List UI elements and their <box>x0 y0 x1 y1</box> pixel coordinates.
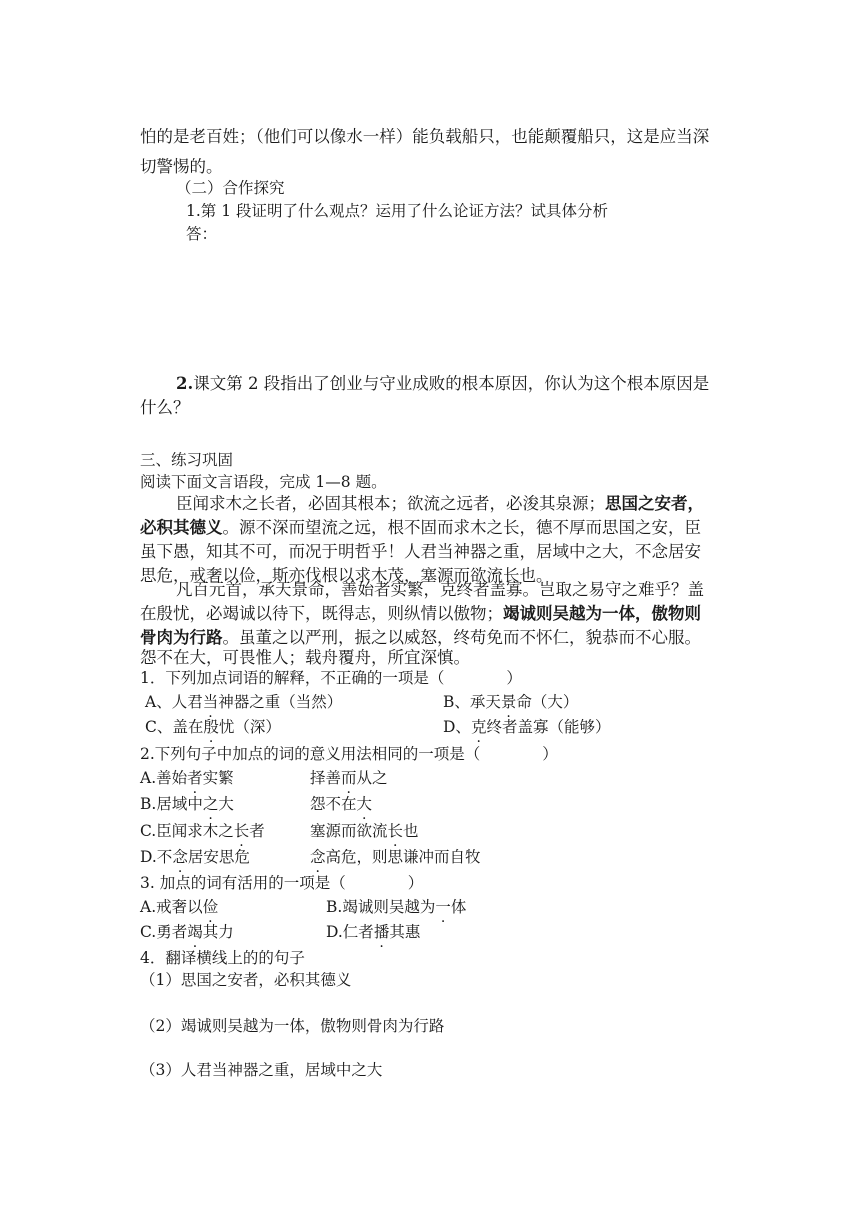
q1-option-a <box>145 692 342 712</box>
text: 也 <box>403 822 419 840</box>
intro-line-2: 切警惕的。 <box>140 157 223 176</box>
dotted-char: 俭 <box>202 898 219 916</box>
text: D.仁者 <box>326 923 374 941</box>
dotted-char: 景 <box>500 693 517 711</box>
question-explore-2-cont: 什么？ <box>140 398 190 417</box>
text: 怨不在 <box>310 795 357 813</box>
q2-row-c-left <box>140 821 265 841</box>
text: 其惠 <box>389 923 421 941</box>
dotted-char: 之 <box>202 795 219 813</box>
text: A、人君 <box>145 693 203 711</box>
dotted-char: 殷 <box>203 718 219 736</box>
dotted-char: 长 <box>233 822 250 840</box>
dotted-char: 而 <box>341 769 357 787</box>
translation-item: （3）人君当神器之重，居域中之大 <box>140 1061 383 1079</box>
passage-2-line <box>140 628 701 648</box>
passage-2-line: 凡百元首，承天景命，善始者实繁，克终者盖寡。岂取之易守之难乎？盖 <box>176 580 704 599</box>
passage-1-line: 虽下愚，知其不可，而况于明哲乎！人君当神器之重，居域中之大，不念居安 <box>140 542 701 561</box>
dotted-char: 当 <box>202 693 219 711</box>
q3-option-c <box>140 922 234 942</box>
q2-row-b-left <box>140 794 234 814</box>
text: 神器之重（当然） <box>218 693 343 711</box>
text: 高危，则思谦冲而自牧 <box>325 848 481 866</box>
question-1-stem: 1．下列加点词语的解释，不正确的一项是（ ） <box>140 669 522 687</box>
q1-option-c <box>145 717 281 737</box>
text: C.臣闻求木之 <box>140 822 234 840</box>
q3-option-d <box>326 922 420 942</box>
text: 臣闻求木之长者，必固其根本；欲流之远者，必浚其泉源； <box>176 494 605 513</box>
dotted-char: 大 <box>356 795 373 813</box>
bold-text: 竭诚则吴越为一体，傲物则 <box>503 604 701 623</box>
text: A.善始 <box>140 769 188 787</box>
dotted-char: 者 <box>187 769 203 787</box>
question-number: 2. <box>176 374 194 393</box>
passage-1-line <box>176 494 704 514</box>
text: 实繁 <box>202 769 234 787</box>
text: 从之 <box>356 769 388 787</box>
text: B.竭诚则吴越为 <box>326 898 436 916</box>
passage-1-line: 思危，戒奢以俭，斯亦伐根以求木茂，塞源而欲流长也。 <box>140 566 553 585</box>
passage-2-line: 怨不在大，可畏惟人；载舟覆舟，所宜深慎。 <box>140 648 470 667</box>
text: 忧（深） <box>218 718 281 736</box>
answer-label: 答： <box>186 225 218 243</box>
q1-option-b <box>443 692 578 712</box>
text: 居安思危 <box>187 848 250 866</box>
question-text: 课文第 2 段指出了创业与守业成败的根本原因，你认为这个根本原因是 <box>193 374 710 393</box>
text: 大 <box>218 795 234 813</box>
section-heading-explore: （二）合作探究 <box>176 179 285 197</box>
q2-row-c-right <box>310 821 419 841</box>
translation-item: （1）思国之安者，必积其德义 <box>140 971 352 989</box>
text: C.勇者 <box>140 923 188 941</box>
bold-text: 思国之安者， <box>605 494 704 513</box>
q3-option-a <box>140 897 218 917</box>
intro-line-1: 怕的是老百姓；（他们可以像水一样）能负载船只，也能颠覆船只，这是应当深 <box>140 127 710 146</box>
text: 其力 <box>202 923 234 941</box>
q2-row-d-right <box>310 847 481 867</box>
text: A.戒奢以 <box>140 898 203 916</box>
dotted-char: 长 <box>387 822 404 840</box>
dotted-char: 一 <box>435 898 451 916</box>
question-4-stem: 4．翻译横线上的的句子 <box>140 949 305 967</box>
translation-item: （2）竭诚则吴越为一体，傲物则骨肉为行路 <box>140 1017 445 1035</box>
q3-option-b <box>326 897 466 917</box>
text: 。虽董之以严刑，振之以威怒，终苟免而不怀仁，貌恭而不心服。 <box>222 628 701 647</box>
passage-1-line <box>140 518 701 538</box>
question-2-stem: 2.下列句子中加点的词的意义用法相同的一项是（ ） <box>140 745 558 763</box>
section-heading-practice: 三、练习巩固 <box>140 451 234 469</box>
text: 命（大） <box>516 693 579 711</box>
passage-2-line <box>140 604 701 624</box>
bold-text: 骨肉为行路 <box>140 628 223 647</box>
text: D、 <box>443 718 471 736</box>
text: D.不 <box>140 848 173 866</box>
question-explore-2 <box>176 374 709 394</box>
text: B.居域中 <box>140 795 203 813</box>
dotted-char: 念 <box>310 848 326 866</box>
q2-row-a-left <box>140 768 234 788</box>
q2-row-b-right <box>310 794 372 814</box>
question-3-stem: 3. 加点的词有活用的一项是（ ） <box>140 874 424 892</box>
question-explore-1: 1.第 1 段证明了什么观点？运用了什么论证方法？试具体分析 <box>186 202 609 220</box>
text: 塞源而欲流 <box>310 822 388 840</box>
bold-text: 必积其德义 <box>140 518 223 537</box>
q1-option-d <box>443 717 610 737</box>
dotted-char: 克 <box>470 718 487 736</box>
text: 终者盖寡（能够） <box>486 718 611 736</box>
practice-instruction: 阅读下面文言语段，完成 1—8 题。 <box>140 473 387 491</box>
text: 择善 <box>310 769 342 787</box>
text: 者 <box>249 822 265 840</box>
dotted-char: 念 <box>172 848 188 866</box>
text: C、盖在 <box>145 718 204 736</box>
q2-row-d-left <box>140 847 250 867</box>
dotted-char: 播 <box>373 923 390 941</box>
dotted-char: 竭 <box>187 923 203 941</box>
text: B、承天 <box>443 693 501 711</box>
text: 体 <box>450 898 467 916</box>
text: 。源不深而望流之远，根不固而求木之长，德不厚而思国之安，臣 <box>222 518 701 537</box>
text: 在殷忧，必竭诚以待下，既得志，则纵情以傲物； <box>140 604 503 623</box>
q2-row-a-right <box>310 768 388 788</box>
